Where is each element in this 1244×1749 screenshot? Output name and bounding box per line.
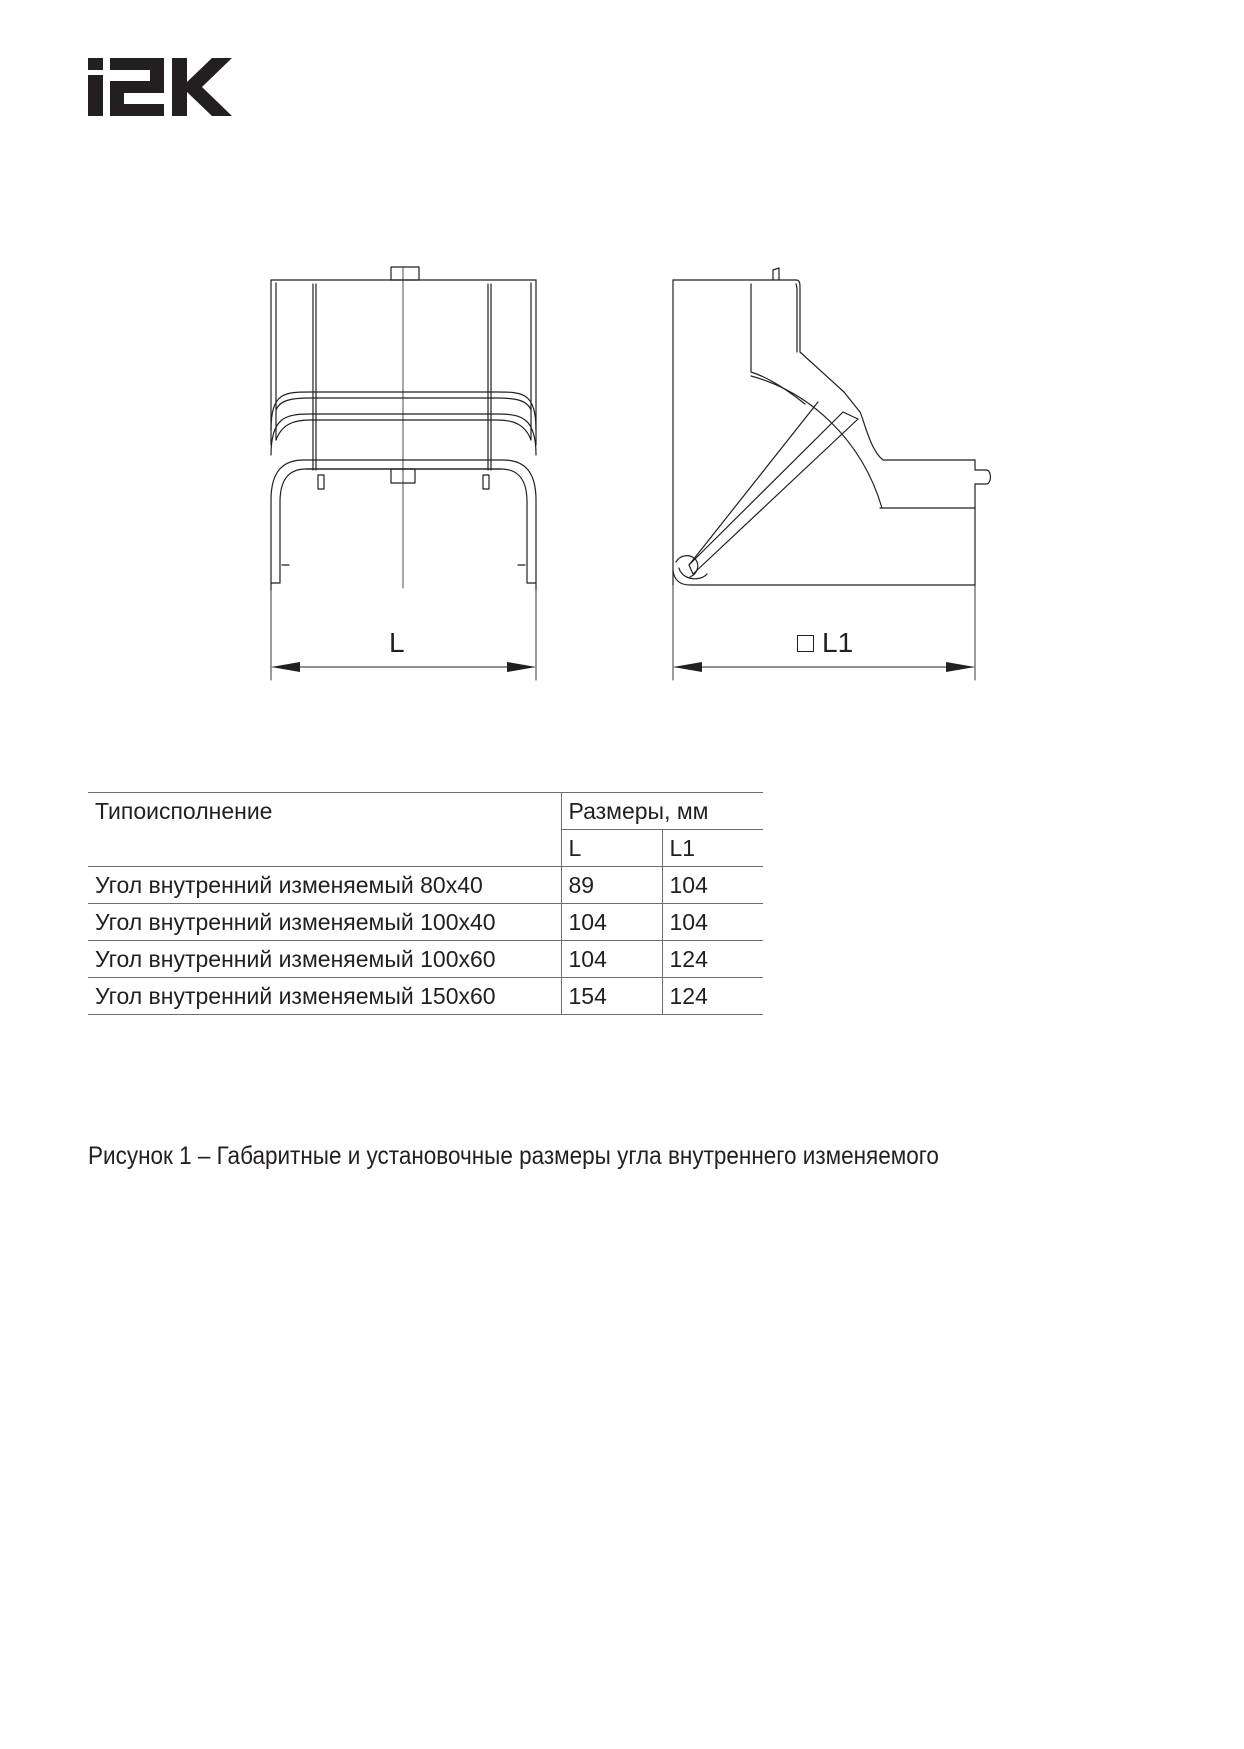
front-view (271, 267, 536, 680)
row-l: 154 (561, 978, 662, 1015)
technical-drawing (0, 0, 1244, 720)
row-name: Угол внутренний изменяемый 100х40 (88, 904, 561, 941)
square-symbol-icon (797, 635, 814, 652)
header-sizes: Размеры, мм (561, 793, 763, 830)
row-l1: 124 (662, 941, 763, 978)
dimensions-table (88, 792, 763, 1015)
side-view-dimension-label (797, 629, 853, 657)
table-row (88, 904, 763, 941)
table-row (88, 867, 763, 904)
header-type: Типоисполнение (88, 793, 561, 867)
header-col-l1: L1 (662, 830, 763, 867)
side-view-dimension-text: L1 (822, 627, 854, 658)
row-name: Угол внутренний изменяемый 100х60 (88, 941, 561, 978)
row-l: 89 (561, 867, 662, 904)
row-name: Угол внутренний изменяемый 80х40 (88, 867, 561, 904)
header-col-l: L (561, 830, 662, 867)
side-view (673, 268, 991, 680)
table-header-row (88, 793, 763, 830)
row-l1: 104 (662, 867, 763, 904)
row-l: 104 (561, 904, 662, 941)
table-row (88, 978, 763, 1015)
row-name: Угол внутренний изменяемый 150х60 (88, 978, 561, 1015)
row-l1: 104 (662, 904, 763, 941)
table-row (88, 941, 763, 978)
row-l1: 124 (662, 978, 763, 1015)
figure-caption: Рисунок 1 – Габаритные и установочные размеры угла внутреннего изменяемого (88, 1142, 939, 1170)
row-l: 104 (561, 941, 662, 978)
front-view-dimension-label: L (389, 627, 405, 658)
